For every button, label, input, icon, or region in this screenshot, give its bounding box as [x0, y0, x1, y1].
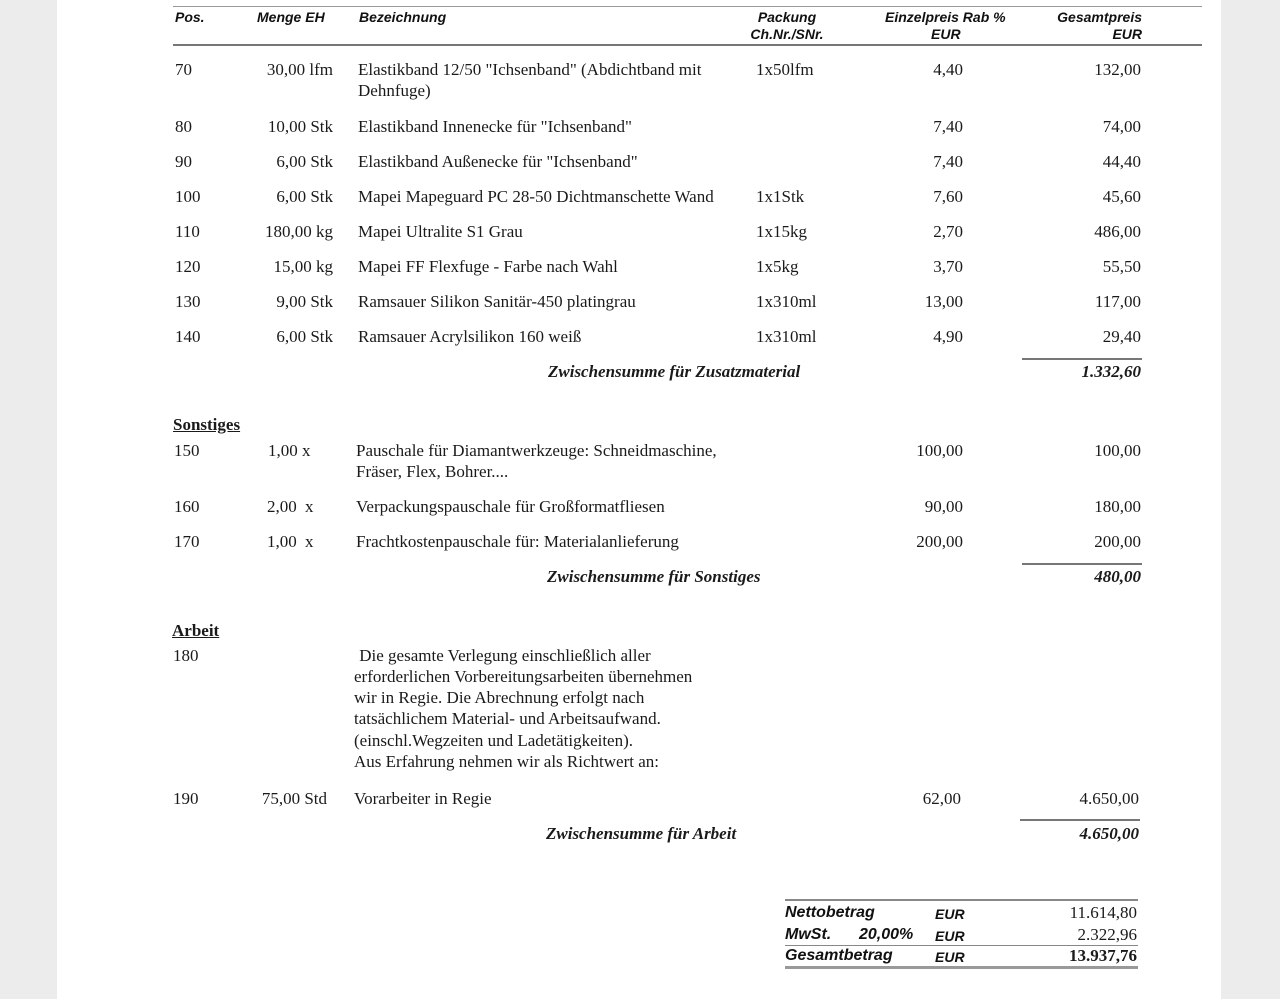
row-pos: 120 — [175, 257, 201, 276]
subtotal-rule — [1022, 358, 1142, 360]
invoice-page — [57, 0, 1221, 999]
row-bezeichnung: Ramsauer Silikon Sanitär-450 platingrau — [358, 292, 636, 311]
header-pos: Pos. — [175, 9, 205, 25]
row-packung: 1x50lfm — [756, 60, 814, 79]
row-gesamtpreis: 29,40 — [1102, 327, 1141, 346]
row-menge: 2,00 x — [267, 497, 314, 516]
row-einzelpreis: 7,40 — [933, 117, 963, 136]
header-bezeichnung: Bezeichnung — [359, 9, 447, 25]
row-gesamtpreis: 4.650,00 — [1079, 789, 1139, 808]
mwst-currency: EUR — [935, 928, 965, 944]
row-bezeichnung: Elastikband Innenecke für "Ichsenband" — [358, 117, 632, 136]
row-pos: 170 — [174, 532, 200, 551]
row-packung: 1x1Stk — [756, 187, 805, 206]
gesamt-label: Gesamtbetrag — [785, 947, 893, 964]
row-bezeichnung: Verpackungspauschale für Großformatfliesen — [356, 497, 665, 516]
subtotal-value: 480,00 — [1094, 567, 1141, 586]
subtotal-rule — [1022, 563, 1142, 565]
mwst-value: 2.322,96 — [1077, 925, 1137, 944]
row-gesamtpreis: 180,00 — [1094, 497, 1141, 516]
section-title-sonstiges: Sonstiges — [173, 415, 241, 434]
header-top-rule — [173, 6, 1202, 7]
row-gesamtpreis: 486,00 — [1094, 222, 1141, 241]
row-menge: 30,00 lfm — [266, 60, 333, 79]
subtotal-value: 1.332,60 — [1081, 362, 1141, 381]
row-menge: 1,00 x — [268, 441, 311, 460]
header-chnr: Ch.Nr./SNr. — [750, 26, 824, 42]
netto-label: Nettobetrag — [785, 904, 875, 921]
row-menge: 6,00 Stk — [276, 327, 333, 346]
row-menge: 10,00 Stk — [267, 117, 333, 136]
row-bezeichnung: Ramsauer Acrylsilikon 160 weiß — [358, 327, 582, 346]
row-packung: 1x15kg — [756, 222, 807, 241]
mwst-rate: 20,00% — [859, 926, 914, 943]
row-menge: 6,00 Stk — [276, 187, 333, 206]
row-einzelpreis: 4,90 — [933, 327, 963, 346]
row-bezeichnung: Pauschale für Diamantwerkzeuge: Schneidmaschine, Fräser, Flex, Bohrer.... — [356, 441, 717, 481]
row-menge: 15,00 kg — [273, 257, 333, 276]
row-einzelpreis: 100,00 — [916, 441, 963, 460]
gesamt-currency: EUR — [935, 949, 965, 965]
header-einzelpreis: Einzelpreis Rab % — [885, 9, 1006, 25]
row-menge: 6,00 Stk — [276, 152, 333, 171]
row-pos: 130 — [175, 292, 201, 311]
row-pos: 80 — [175, 117, 192, 136]
netto-currency: EUR — [935, 906, 965, 922]
mwst-label: MwSt. — [785, 926, 832, 943]
row-bezeichnung: Elastikband Außenecke für "Ichsenband" — [358, 152, 638, 171]
row-gesamtpreis: 74,00 — [1102, 117, 1141, 136]
subtotal-value: 4.650,00 — [1079, 824, 1139, 843]
header-gesamtpreis: Gesamtpreis — [1057, 9, 1142, 25]
row-bezeichnung: Mapei Mapeguard PC 28-50 Dichtmanschette Wand — [358, 187, 714, 206]
row-pos: 180 — [173, 646, 199, 665]
netto-value: 11.614,80 — [1069, 903, 1137, 922]
row-einzelpreis: 62,00 — [922, 789, 961, 808]
description-line: Aus Erfahrung nehmen wir als Richtwert an: — [354, 752, 659, 771]
row-einzelpreis: 3,70 — [933, 257, 963, 276]
row-packung: 1x5kg — [756, 257, 799, 276]
description-line: Die gesamte Verlegung einschließlich aller — [355, 646, 651, 665]
row-einzelpreis: 13,00 — [924, 292, 963, 311]
header-packung: Packung — [757, 9, 817, 25]
row-gesamtpreis: 44,40 — [1102, 152, 1141, 171]
header-gesamt-eur: EUR — [1112, 26, 1142, 42]
row-pos: 190 — [173, 789, 199, 808]
row-einzelpreis: 90,00 — [924, 497, 963, 516]
row-menge: 75,00 Std — [261, 789, 327, 808]
gesamt-value: 13.937,76 — [1069, 946, 1137, 965]
row-pos: 90 — [175, 152, 192, 171]
row-packung: 1x310ml — [756, 327, 817, 346]
section-title-arbeit: Arbeit — [172, 621, 220, 640]
header-einzel-eur: EUR — [931, 26, 961, 42]
row-pos: 160 — [174, 497, 200, 516]
row-gesamtpreis: 200,00 — [1094, 532, 1141, 551]
row-einzelpreis: 200,00 — [916, 532, 963, 551]
totals-bottom-rule — [785, 966, 1138, 969]
row-einzelpreis: 4,40 — [933, 60, 963, 79]
subtotal-label: Zwischensumme für Zusatzmaterial — [548, 362, 801, 381]
subtotal-rule — [1020, 819, 1140, 821]
header-bottom-rule — [173, 44, 1202, 46]
row-pos: 100 — [175, 187, 201, 206]
description-line: tatsächlichem Material- und Arbeitsaufwand. — [354, 709, 661, 728]
row-einzelpreis: 7,60 — [933, 187, 963, 206]
row-menge: 180,00 kg — [265, 222, 333, 241]
row-gesamtpreis: 132,00 — [1094, 60, 1141, 79]
row-packung: 1x310ml — [756, 292, 817, 311]
totals-top-rule — [785, 899, 1138, 901]
row-gesamtpreis: 100,00 — [1094, 441, 1141, 460]
row-bezeichnung: Elastikband 12/50 "Ichsenband" (Abdichtband mit Dehnfuge) — [358, 60, 702, 100]
description-line: (einschl.Wegzeiten und Ladetätigkeiten). — [354, 731, 634, 750]
description-line: wir in Regie. Die Abrechnung erfolgt nach — [354, 688, 645, 707]
row-einzelpreis: 7,40 — [933, 152, 963, 171]
row-einzelpreis: 2,70 — [933, 222, 963, 241]
row-gesamtpreis: 55,50 — [1102, 257, 1141, 276]
row-pos: 150 — [174, 441, 200, 460]
row-bezeichnung: Frachtkostenpauschale für: Materialanlieferung — [356, 532, 679, 551]
description-line: erforderlichen Vorbereitungsarbeiten übernehmen — [354, 667, 693, 686]
subtotal-label: Zwischensumme für Sonstiges — [547, 567, 761, 586]
row-pos: 140 — [175, 327, 201, 346]
row-gesamtpreis: 45,60 — [1102, 187, 1141, 206]
row-bezeichnung: Mapei FF Flexfuge - Farbe nach Wahl — [358, 257, 618, 276]
row-menge: 9,00 Stk — [276, 292, 333, 311]
header-menge: Menge EH — [257, 9, 325, 25]
row-pos: 70 — [175, 60, 192, 79]
subtotal-label: Zwischensumme für Arbeit — [546, 824, 737, 843]
row-gesamtpreis: 117,00 — [1094, 292, 1141, 311]
row-menge: 1,00 x — [267, 532, 314, 551]
row-bezeichnung: Vorarbeiter in Regie — [354, 789, 492, 808]
row-bezeichnung: Mapei Ultralite S1 Grau — [358, 222, 523, 241]
row-pos: 110 — [175, 222, 200, 241]
